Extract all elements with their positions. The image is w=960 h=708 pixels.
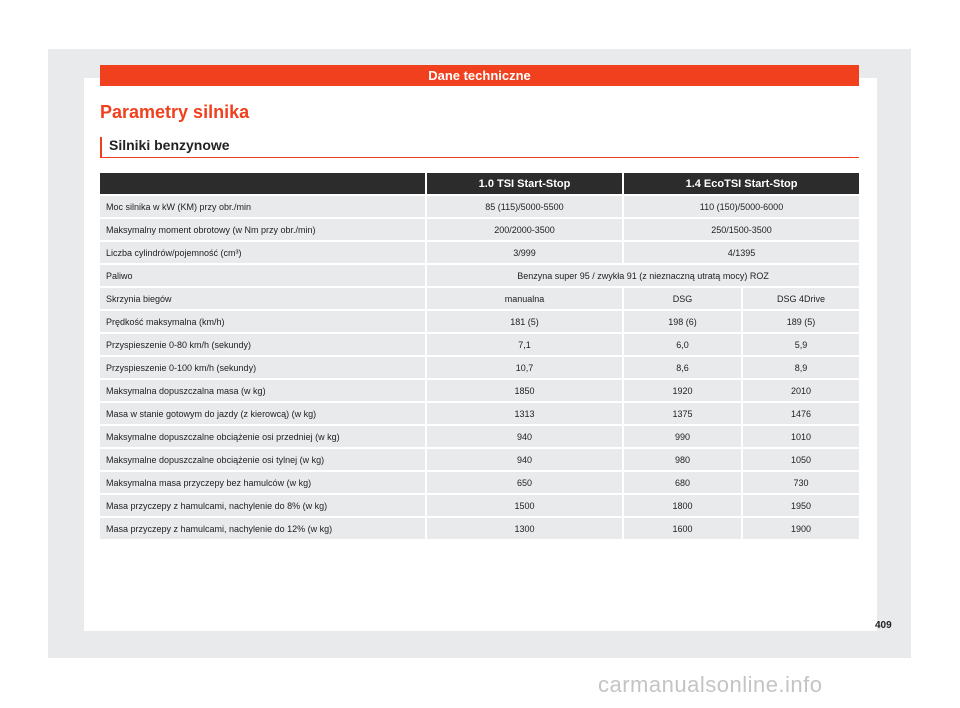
table-cell: 1920	[622, 380, 741, 401]
table-cell: 940	[425, 449, 622, 470]
table-cell: 3/999	[425, 242, 622, 263]
table-cell: 189 (5)	[741, 311, 859, 332]
table-cell: 1476	[741, 403, 859, 424]
table-cell: 4/1395	[622, 242, 859, 263]
table-cell: 5,9	[741, 334, 859, 355]
table-cell: 980	[622, 449, 741, 470]
table-cell: 1950	[741, 495, 859, 516]
row-label: Maksymalne dopuszczalne obciążenie osi tylnej (w kg)	[100, 449, 425, 470]
row-label: Moc silnika w kW (KM) przy obr./min	[100, 196, 425, 217]
table-header-row	[100, 173, 859, 194]
table-cell: 1800	[622, 495, 741, 516]
table-cell: 2010	[741, 380, 859, 401]
table-cell: 1850	[425, 380, 622, 401]
subsection-title: Silniki benzynowe	[100, 137, 859, 158]
table-cell: 1900	[741, 518, 859, 539]
table-row	[100, 242, 859, 263]
table-row	[100, 288, 859, 309]
table-cell: 680	[622, 472, 741, 493]
row-label: Maksymalne dopuszczalne obciążenie osi przedniej (w kg)	[100, 426, 425, 447]
row-label: Skrzynia biegów	[100, 288, 425, 309]
table-row	[100, 357, 859, 378]
table-cell: 110 (150)/5000-6000	[622, 196, 859, 217]
table-cell: 7,1	[425, 334, 622, 355]
table-cell: 1300	[425, 518, 622, 539]
table-cell: 10,7	[425, 357, 622, 378]
row-label: Przyspieszenie 0-80 km/h (sekundy)	[100, 334, 425, 355]
table-cell: 1010	[741, 426, 859, 447]
row-label: Masa w stanie gotowym do jazdy (z kierowcą) (w kg)	[100, 403, 425, 424]
table-cell: 1375	[622, 403, 741, 424]
table-cell: 730	[741, 472, 859, 493]
table-cell: 1600	[622, 518, 741, 539]
table-cell: 8,9	[741, 357, 859, 378]
table-header-cell	[100, 173, 425, 194]
page-number: 409	[875, 620, 892, 631]
table-cell: DSG 4Drive	[741, 288, 859, 309]
section-title: Parametry silnika	[100, 102, 250, 122]
row-label: Masa przyczepy z hamulcami, nachylenie do 12% (w kg)	[100, 518, 425, 539]
table-cell: 1500	[425, 495, 622, 516]
table-cell: 200/2000-3500	[425, 219, 622, 240]
table-cell: 990	[622, 426, 741, 447]
table-row	[100, 265, 859, 286]
table-row	[100, 334, 859, 355]
table-cell: 650	[425, 472, 622, 493]
row-label: Przyspieszenie 0-100 km/h (sekundy)	[100, 357, 425, 378]
table-row	[100, 380, 859, 401]
table-row	[100, 403, 859, 424]
table-row	[100, 518, 859, 539]
table-cell: 181 (5)	[425, 311, 622, 332]
table-row	[100, 472, 859, 493]
table-header-cell: 1.4 EcoTSI Start-Stop	[622, 173, 859, 194]
table-cell: 198 (6)	[622, 311, 741, 332]
header-title: Dane techniczne	[428, 68, 531, 83]
table-cell: 1313	[425, 403, 622, 424]
table-row	[100, 426, 859, 447]
table-cell: DSG	[622, 288, 741, 309]
table-row	[100, 196, 859, 217]
engine-specs-table	[100, 171, 859, 541]
table-cell: 8,6	[622, 357, 741, 378]
row-label: Masa przyczepy z hamulcami, nachylenie do 8% (w kg)	[100, 495, 425, 516]
row-label: Maksymalna masa przyczepy bez hamulców (w kg)	[100, 472, 425, 493]
header-bar	[100, 65, 859, 86]
row-label: Paliwo	[100, 265, 425, 286]
table-row	[100, 449, 859, 470]
table-row	[100, 219, 859, 240]
table-cell: 6,0	[622, 334, 741, 355]
table-row	[100, 495, 859, 516]
table-cell: 1050	[741, 449, 859, 470]
table-cell: manualna	[425, 288, 622, 309]
table-header-cell: 1.0 TSI Start-Stop	[425, 173, 622, 194]
row-label: Maksymalny moment obrotowy (w Nm przy obr./min)	[100, 219, 425, 240]
table-row	[100, 311, 859, 332]
row-label: Prędkość maksymalna (km/h)	[100, 311, 425, 332]
table-cell: Benzyna super 95 / zwykła 91 (z nieznaczną utratą mocy) ROZ	[425, 265, 859, 286]
watermark: carmanualsonline.info	[598, 672, 823, 697]
table-cell: 250/1500-3500	[622, 219, 859, 240]
row-label: Liczba cylindrów/pojemność (cm³)	[100, 242, 425, 263]
table-cell: 85 (115)/5000-5500	[425, 196, 622, 217]
table-cell: 940	[425, 426, 622, 447]
row-label: Maksymalna dopuszczalna masa (w kg)	[100, 380, 425, 401]
